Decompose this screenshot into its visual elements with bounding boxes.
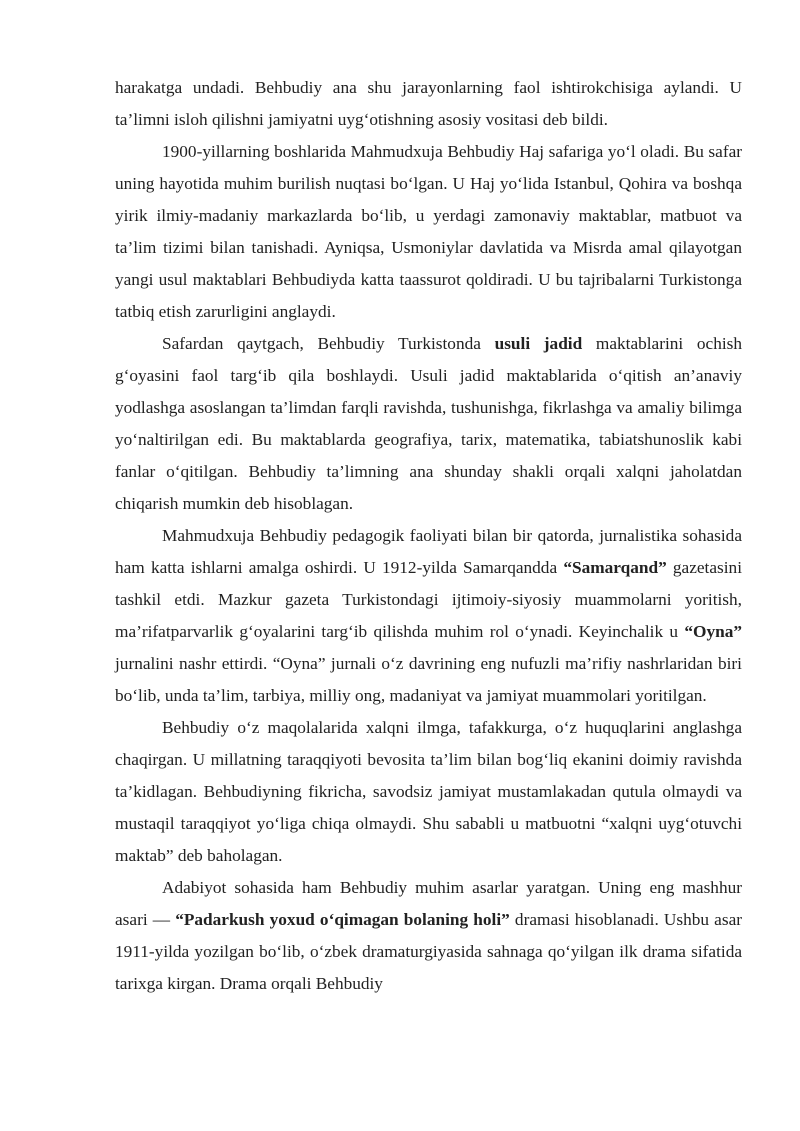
paragraph-4-text-b: gazetasini tashkil etdi. Mazkur gazeta Turkistondagi ijtimoiy-siyosiy muammolarni yoritish, ma’rifatparvarlik g‘oyalarini targ‘ib qilishda muhim rol o‘ynadi. Keyinchalik u <box>115 558 742 641</box>
paragraph-1 <box>115 72 742 136</box>
paragraph-3-text-a: Safardan qaytgach, Behbudiy Turkistonda <box>162 334 495 353</box>
paragraph-3-text-b: maktablarini ochish g‘oyasini faol targ‘ib qila boshlaydi. Usuli jadid maktablarida o‘qitish an’anaviy yodlashga asoslangan ta’limdan farqli ravishda, tushunishga, fikrlashga va amaliy bilimga yo‘naltirilgan edi. Bu maktablarda geografiya, tarix, matematika, tabiatshunoslik kabi fanlar o‘qitilgan. Behbudiy ta’limning ana shunday shakli orqali xalqni jaholatdan chiqarish mumkin deb hisoblagan. <box>115 334 743 513</box>
paragraph-6 <box>115 872 742 1000</box>
paragraph-5-text: Behbudiy o‘z maqolalarida xalqni ilmga, tafakkurga, o‘z huquqlarini anglashga chaqirgan. U millatning taraqqiyoti bevosita ta’lim bilan bog‘liq ekanini doimiy ravishda ta’kidlagan. Behbudiyning fikricha, savodsiz jamiyat mustamlakadan qutula olmaydi va mustaqil taraqqiyot yo‘liga chiqa olmaydi. Shu sababli u matbuotni “xalqni uyg‘otuvchi maktab” deb baholagan. <box>115 718 742 865</box>
paragraph-2-text: 1900-yillarning boshlarida Mahmudxuja Behbudiy Haj safariga yo‘l oladi. Bu safar uning hayotida muhim burilish nuqtasi bo‘lgan. U Haj yo‘lida Istanbul, Qohira va boshqa yirik ilmiy-madaniy markazlarda bo‘lib, u yerdagi zamonaviy maktablar, matbuot va ta’lim tizimi bilan tanishadi. Ayniqsa, Usmoniylar davlatida va Misrda amal qilayotgan yangi usul maktablari Behbudiyda katta taassurot qoldiradi. U bu tajribalarni Turkistonga tatbiq etish zarurligini anglaydi. <box>115 142 742 321</box>
paragraph-6-text-a: Adabiyot sohasida ham Behbudiy muhim asarlar yaratgan. Uning eng mashhur asari — <box>115 878 742 929</box>
usuli-jadid-term: usuli jadid <box>494 334 583 353</box>
paragraph-1-text: harakatga undadi. Behbudiy ana shu jarayonlarning faol ishtirokchisiga aylandi. U ta’limni isloh qilishni jamiyatni uyg‘otishning asosiy vositasi deb bildi. <box>115 78 742 129</box>
samarqand-newspaper-title: “Samarqand” <box>563 558 667 577</box>
paragraph-4 <box>115 520 742 712</box>
paragraph-3 <box>115 328 742 520</box>
paragraph-6-text-b: dramasi hisoblanadi. Ushbu asar 1911-yilda yozilgan bo‘lib, o‘zbek dramaturgiyasida sahnaga qo‘yilgan ilk drama sifatida tarixga kirgan. Drama orqali Behbudiy <box>115 910 742 993</box>
paragraph-2 <box>115 136 742 328</box>
paragraph-4-text-a: Mahmudxuja Behbudiy pedagogik faoliyati bilan bir qatorda, jurnalistika sohasida ham katta ishlarni amalga oshirdi. U 1912-yilda Samarqandda <box>115 526 742 577</box>
padarkush-drama-title: “Padarkush yoxud o‘qimagan bolaning holi” <box>175 910 510 929</box>
paragraph-4-text-c: jurnalini nashr ettirdi. “Oyna” jurnali o‘z davrining eng nufuzli ma’rifiy nashrlaridan biri bo‘lib, unda ta’lim, tarbiya, milliy ong, madaniyat va jamiyat muammolari yoritilgan. <box>115 654 742 705</box>
oyna-journal-title: “Oyna” <box>684 622 742 641</box>
paragraph-5 <box>115 712 742 872</box>
document-page <box>115 72 742 1000</box>
